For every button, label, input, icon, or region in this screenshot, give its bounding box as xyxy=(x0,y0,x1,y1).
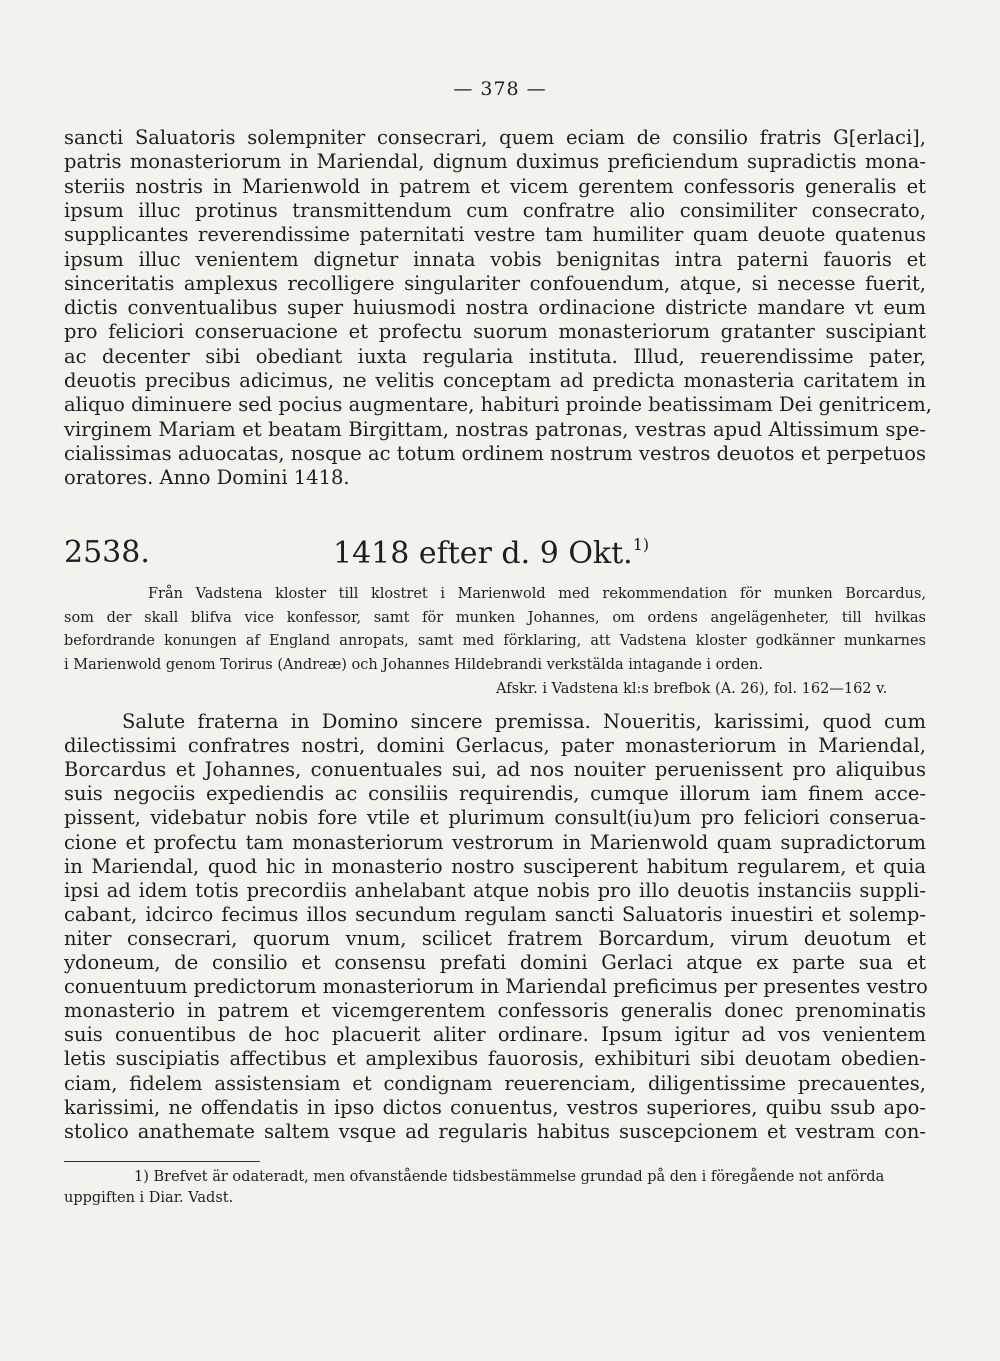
text-line: aliquo diminuere sed pocius augmentare, habituri proinde beatissimam Dei genitricem, xyxy=(64,393,932,417)
text-line: ipsum illuc protinus transmittendum cum confratre alio consimiliter consecrato, xyxy=(64,198,926,222)
text-line: Borcardus et Johannes, conuentuales sui, ad nos nouiter peruenissent pro aliquibus xyxy=(64,758,926,782)
text-line: som der skall blifva vice konfessor, samt för munken Johannes, om ordens angelägenheter, till hvilkas xyxy=(64,609,926,626)
text-line: ipsum illuc venientem dignetur innata vobis benignitas intra paterni fauoris et xyxy=(64,247,926,271)
text-line: suis conuentibus de hoc placuerit aliter ordinare. Ipsum igitur ad vos venientem xyxy=(64,1023,926,1047)
text-line: ydoneum, de consilio et consensu prefati domini Gerlaci atque ex parte sua et xyxy=(64,951,926,974)
text-line: steriis nostris in Marienwold in patrem et vicem gerentem confessoris generalis et xyxy=(64,174,926,198)
footnote-line: 1) Brefvet är odateradt, men ofvanstående tidsbestämmelse grundad på den i föregående not anförda xyxy=(134,1169,885,1185)
text-line: pissent, videbatur nobis fore vtile et plurimum consult(iu)um pro feliciori conserua- xyxy=(64,806,926,830)
footnote-marker: 1) xyxy=(134,1169,149,1185)
text-line: i Marienwold genom Torirus (Andreæ) och Johannes Hildebrandi verkstälda intagande i orden. xyxy=(64,656,764,673)
text-line: niter consecrari, quorum vnum, scilicet fratrem Borcardum, virum deuotum et xyxy=(64,926,926,950)
text-line: dictis conventualibus super huiusmodi nostra ordinacione districte mandare vt eum xyxy=(64,296,926,320)
text-line: karissimi, ne offendatis in ipso dictos conuentus, vestros superiores, quibu ssub apo- xyxy=(64,1095,926,1119)
footnote-line: uppgiften i Diar. Vadst. xyxy=(64,1190,234,1206)
text-line: letis suscipiatis affectibus et amplexibus fauorosis, exhibituri sibi deuotam obedien- xyxy=(64,1047,926,1071)
text-line: pro feliciori conseruacione et profectu suorum monasteriorum gratanter suscipiant xyxy=(64,320,926,344)
text-line: sancti Saluatoris solempniter consecrari, quem eciam de consilio fratris G[erlaci], xyxy=(64,126,926,149)
footnote-rule xyxy=(64,1161,260,1162)
document-number: 2538. xyxy=(64,535,150,570)
text-line: ipsi ad idem totis precordiis anhelabant atque nobis pro illo deuotis instanciis suppli- xyxy=(64,878,926,902)
text-line: Från Vadstena kloster till klostret i Marienwold med rekommendation för munken Borcardus, xyxy=(148,586,926,602)
text-line: suis negociis expediendis ac consiliis requirendis, cumque illorum iam finem acce- xyxy=(64,782,926,806)
text-line: supplicantes reverendissime paternitati vestre tam humiliter quam deuote quatenus xyxy=(64,223,926,247)
source-note: Afskr. i Vadstena kl:s brefbok (A. 26), fol. 162—162 v. xyxy=(496,681,888,697)
text-line: monasterio in patrem et vicemgerentem confessoris generalis donec prenominatis xyxy=(64,999,926,1023)
page-number: — 378 — xyxy=(453,78,547,100)
footnote-reference: 1) xyxy=(632,535,650,554)
text-line: cialissimas aduocatas, nosque ac totum ordinem nostrum vestros deuotos et perpetuos xyxy=(64,441,926,465)
text-line: conuentuum predictorum monasteriorum in Mariendal preficimus per presentes vestro xyxy=(64,975,928,999)
text-line: patris monasteriorum in Mariendal, dignum duximus preficiendum supradictis mona- xyxy=(64,150,926,174)
text-line: Salute fraterna in Domino sincere premissa. Noueritis, karissimi, quod cum xyxy=(122,710,926,733)
document-date xyxy=(333,535,649,571)
text-line: cabant, idcirco fecimus illos secundum regulam sancti Saluatoris inuestiri et solemp- xyxy=(64,902,926,926)
text-line: in Mariendal, quod hic in monasterio nostro susciperent habitum regularem, et quia xyxy=(64,854,926,878)
document-date-text: 1418 efter d. 9 Okt. xyxy=(333,536,633,571)
text-line: oratores. Anno Domini 1418. xyxy=(64,466,350,490)
text-line: ciam, fidelem assistensiam et condignam reuerenciam, diligentissime precauentes, xyxy=(64,1071,926,1095)
text-line: stolico anathemate saltem vsque ad regularis habitus suscepcionem et vestram con- xyxy=(64,1119,926,1143)
text-line: virginem Mariam et beatam Birgittam, nostras patronas, vestras apud Altissimum spe- xyxy=(64,417,926,441)
text-line: sinceritatis amplexus recolligere singulariter confouendum, atque, si necesse fuerit, xyxy=(64,271,926,295)
text-line: dilectissimi confratres nostri, domini Gerlacus, pater monasteriorum in Mariendal, xyxy=(64,734,926,758)
text-line: deuotis precibus adicimus, ne velitis conceptam ad predicta monasteria caritatem in xyxy=(64,369,926,392)
text-line: ac decenter sibi obediant iuxta regularia instituta. Illud, reuerendissime pater, xyxy=(64,344,926,368)
text-line: befordrande konungen af England anropats, samt med förklaring, att Vadstena kloster godkänner munkarnes xyxy=(64,633,926,650)
text-line: cione et profectu tam monasteriorum vestrorum in Marienwold quam supradictorum xyxy=(64,830,926,854)
